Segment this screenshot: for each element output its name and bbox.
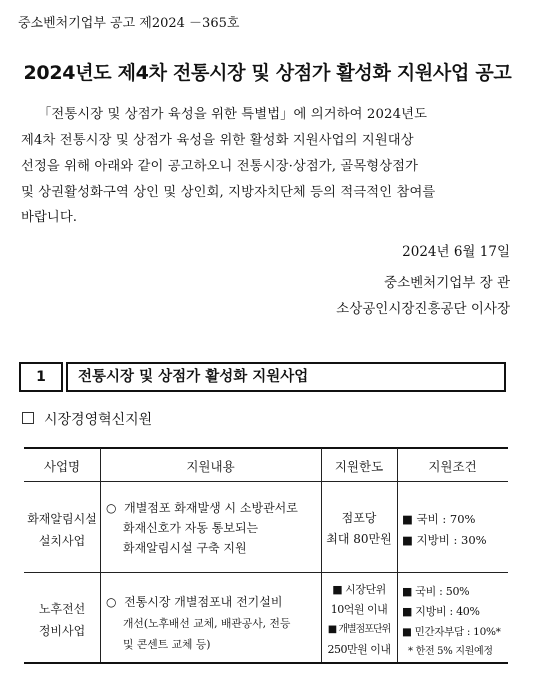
bullet-icon: ○ — [106, 501, 117, 515]
table-header-content: 지원내용 — [186, 459, 235, 474]
table-col-divider-3 — [397, 448, 398, 662]
row-2-condition-2: ■ 지방비 : 40% — [402, 605, 480, 618]
row-2-name-line-2: 정비사업 — [38, 624, 86, 638]
row-2-content-line-3: 및 콘센트 교체 등) — [123, 638, 211, 651]
signatory-ministry: 중소벤처기업부 장 관 — [384, 275, 510, 291]
row-1-content-line-1: 개별점포 화재발생 시 소방관서로 — [124, 501, 298, 515]
table-row-2-conditions — [402, 582, 501, 662]
table-row-2-limit — [321, 580, 397, 660]
section-number: 1 — [36, 369, 46, 385]
table-header-divider — [24, 481, 508, 482]
table-bottom-border — [24, 662, 508, 664]
row-1-limit-line-2: 최대 80만원 — [326, 532, 392, 546]
body-line-3: 선정을 위해 아래와 같이 공고하오니 전통시장·상점가, 골목형상점가 — [21, 159, 419, 174]
table-top-border — [24, 447, 508, 449]
table-header-conditions: 지원조건 — [428, 459, 477, 474]
bullet-icon: ○ — [106, 595, 117, 609]
signatory-agency: 소상공인시장진흥공단 이사장 — [336, 301, 510, 317]
notice-date: 2024년 6월 17일 — [402, 244, 510, 260]
section-title: 전통시장 및 상점가 활성화 지원사업 — [78, 369, 309, 385]
row-2-limit-line-2: 10억원 이내 — [330, 603, 388, 616]
body-line-2: 제4차 전통시장 및 상점가 육성을 위한 활성화 지원사업의 지원대상 — [21, 133, 414, 148]
table-row-1-conditions — [402, 509, 487, 551]
section-title-box — [66, 362, 506, 392]
table-row-2-name — [24, 598, 100, 642]
notice-number: 중소벤처기업부 공고 제2024 －365호 — [18, 16, 240, 31]
row-1-name-line-1: 화재알림시설 — [27, 512, 97, 526]
row-2-condition-note: * 한전 5% 지원예정 — [408, 646, 493, 657]
checkbox-icon — [22, 412, 34, 424]
row-2-condition-1: ■ 국비 : 50% — [402, 585, 470, 598]
subsection-heading-text: 시장경영혁신지원 — [44, 412, 153, 428]
body-line-1: 「전통시장 및 상점가 육성을 위한 특별법」에 의거하여 2024년도 — [38, 107, 428, 122]
table-row-1-name — [24, 508, 100, 552]
table-row-2-content — [106, 592, 290, 655]
row-1-content-line-3: 화재알림시설 구축 지원 — [123, 541, 247, 555]
row-1-limit-line-1: 점포당 — [341, 511, 377, 525]
row-2-content-line-1: 전통시장 개별점포내 전기설비 — [124, 595, 283, 609]
section-number-box — [19, 362, 63, 392]
page-title: 2024년도 제4차 전통시장 및 상점가 활성화 지원사업 공고 — [23, 62, 512, 84]
row-2-name-line-1: 노후전선 — [38, 602, 86, 616]
row-1-content-line-2: 화재신호가 자동 통보되는 — [123, 521, 259, 535]
row-2-limit-line-1: ■ 시장단위 — [332, 583, 386, 596]
row-1-name-line-2: 설치사업 — [38, 534, 86, 548]
row-2-limit-line-3: ■ 개별점포단위 — [327, 624, 391, 635]
row-2-limit-line-4: 250만원 이내 — [327, 643, 391, 656]
table-row-divider — [24, 572, 508, 573]
table-row-1-limit — [321, 508, 397, 550]
table-header-limit: 지원한도 — [334, 459, 384, 474]
row-1-condition-1: ■ 국비 : 70% — [402, 512, 476, 526]
body-line-5: 바랍니다. — [21, 210, 78, 225]
table-header-name: 사업명 — [43, 459, 81, 474]
body-line-4: 및 상권활성화구역 상인 및 상인회, 지방자치단체 등의 적극적인 참여를 — [21, 185, 436, 200]
row-2-content-line-2: 개선(노후배선 교체, 배관공사, 전등 — [123, 617, 291, 630]
table-row-1-content — [106, 498, 298, 558]
subsection-heading — [22, 409, 152, 429]
row-1-condition-2: ■ 지방비 : 30% — [402, 533, 487, 547]
row-2-condition-3: ■ 민간자부담 : 10%* — [402, 626, 501, 638]
table-col-divider-1 — [100, 448, 101, 662]
